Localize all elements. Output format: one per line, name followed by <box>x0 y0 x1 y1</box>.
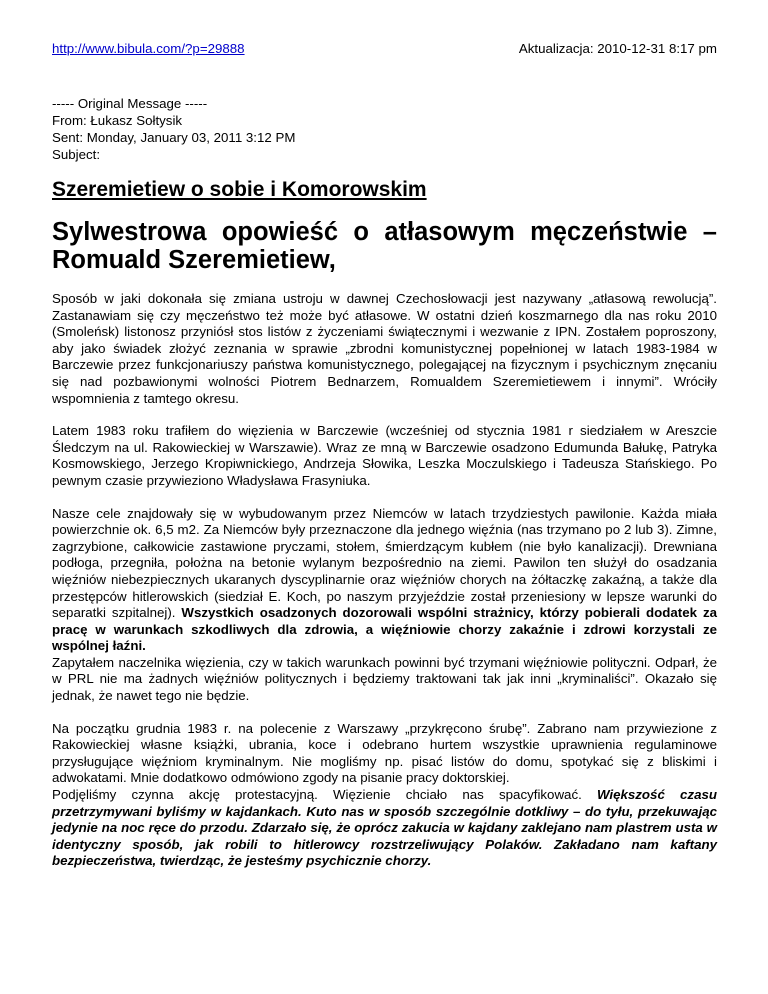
subject-line: Subject: <box>52 147 101 162</box>
email-header <box>52 95 295 163</box>
article-title: Sylwestrowa opowieść o atłasowym męczeństwie – Romuald Szeremietiew, <box>52 218 717 274</box>
section-title: Szeremietiew o sobie i Komorowskim <box>52 178 427 201</box>
paragraph-3 <box>52 506 717 655</box>
paragraph-6-text: Podjęliśmy czynna akcję protestacyjną. Więzienie chciało nas spacyfikować. <box>52 787 582 803</box>
paragraph-3-bold: Wszystkich osadzonych dozorowali wspólni strażnicy, którzy pobierali dodatek za pracę w warunkach szkodliwych dla zdrowia, a więźniowie chorzy zakaźnie i zdrowi korzystali ze wspólnej łaźni. <box>52 605 717 654</box>
paragraph-6-bold-italic: Większość czasu przetrzymywani byliśmy w kajdankach. Kuto nas w sposób szczególnie dotkliwy – do tyłu, przekuwając jedynie na noc ręce do przodu. Zdarzało się, że oprócz zakucia w kajdany zaklejano nam plastrem usta w identyczny sposób, jak robili to hitlerowcy rozstrzeliwujący Polaków. Zakładano nam kaftany bezpieczeństwa, twierdząc, że jesteśmy psychicznie chorzy. <box>52 787 717 869</box>
from-line: From: Łukasz Sołtysik <box>52 113 183 128</box>
paragraph-4: Zapytałem naczelnika więzienia, czy w takich warunkach powinni być trzymani więźniowie polityczni. Odparł, że w PRL nie ma żadnych więźniów politycznych i będziemy traktowani tak jak inni „kryminaliści”. Okazało się jednak, że nawet tego nie będzie. <box>52 654 717 704</box>
paragraph-2: Latem 1983 roku trafiłem do więzienia w Barczewie (wcześniej od stycznia 1981 r siedziałem w Areszcie Śledczym na ul. Rakowieckiej w Warszawie). Wraz ze mną w Barczewie osadzono Edumunda Bałukę, Patryka Kosmowskiego, Jerzego Kropiwnickiego, Andrzeja Słowika, Leszka Moczulskiego i Tadeusza Stańskiego. Po pewnym czasie przywieziono Władysława Frasyniuka. <box>52 423 717 488</box>
paragraph-1: Sposób w jaki dokonała się zmiana ustroju w dawnej Czechosłowacji jest nazywany „atłasową rewolucją”. Zastanawiam się czy męczeństwo też może być atłasowe. W ostatni dzień koszmarnego dla nas roku 2010 (Smoleńsk) listonosz przyniósł stos listów z życzeniami świątecznymi i wezwanie z IPN. Zostałem poproszony, aby jako świadek złożyć zeznania w sprawie „zbrodni komunistycznej popełnionej w latach 1983-1984 w Barczewie przez funkcjonariuszy państwa komunistycznego, polegającej na fizycznym i psychicznym znęcaniu się nad pozbawionymi wolności Piotrem Bednarzem, Romualdem Szeremietiewem i innymi”. Wróciły wspomnienia z tamtego okresu. <box>52 291 717 406</box>
paragraph-5: Na początku grudnia 1983 r. na polecenie z Warszawy „przykręcono śrubę”. Zabrano nam przywiezione z Rakowieckiej własne książki, ubrania, koce i odebrano hurtem wszystkie uprawnienia regulaminowe przysługujące więźniom kryminalnym. Nie mogliśmy np. pisać listów do domu, spotykać się z bliskimi i adwokatami. Mnie dodatkowo odmówiono zgody na pisanie pracy doktorskiej. <box>52 720 717 786</box>
sent-line: Sent: Monday, January 03, 2011 3:12 PM <box>52 130 296 145</box>
article-body <box>52 291 717 886</box>
document-page <box>52 0 717 869</box>
update-timestamp: Aktualizacja: 2010-12-31 8:17 pm <box>518 41 717 56</box>
page-header <box>52 0 717 60</box>
paragraph-3-text: Nasze cele znajdowały się w wybudowanym przez Niemców w latach trzydziestych pawilonie. Każda miała powierzchnie ok. 6,5 m2. Za Niemców były przeznaczone dla jednego więźnia (nas trzymano po 2 lub 3). Zimne, zagrzybione, całkowicie zastawione pryczami, stołem, śmierdzącym kubłem (nie było kanalizacji). Drewniana podłoga, przegniła, położna na betonie wylanym bezpośrednio na ziemi. Pawilon ten służył do osadzania więźniów niebezpiecznych ukaranych dyscyplinarnie oraz więźniów chorych na żółtaczkę zakaźną, a także dla przestępców hitlerowskich (siedział E. Koch, po naszym przyjeździe został przeniesiony w lepsze warunki do separatki szpitalnej). <box>52 505 717 621</box>
source-link[interactable]: http://www.bibula.com/?p=29888 <box>52 41 245 56</box>
paragraph-6 <box>52 787 717 870</box>
original-message-line: ----- Original Message ----- <box>52 96 208 111</box>
